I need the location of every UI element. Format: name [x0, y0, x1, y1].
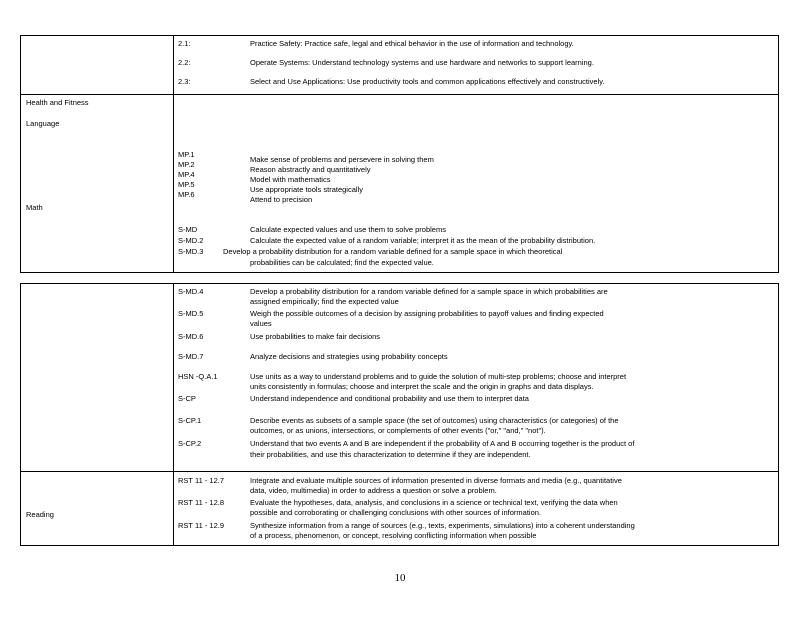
mp-text: Model with mathematics — [250, 175, 331, 184]
tech-text-2-2: Operate Systems: Understand technology systems and use hardware and networks to support learning. — [250, 58, 594, 67]
mp-code: MP.6 — [178, 190, 195, 199]
mp-code: MP.2 — [178, 160, 195, 169]
rst-text-cont: of a process, phenomenon, or concept, resolving conflicting information when possible — [250, 531, 537, 540]
std-code: S-MD.4 — [178, 287, 204, 296]
std-code: S-CP.2 — [178, 439, 202, 448]
std-text-cont: assigned empirically; find the expected value — [250, 297, 399, 306]
std-text-cont: their probabilities, and use this characterization to determine if they are independent. — [250, 450, 531, 459]
rst-text: Evaluate the hypotheses, data, analysis, and conclusions in a science or technical text, verifying the data when — [250, 498, 618, 507]
rst-code: RST 11 - 12.7 — [178, 476, 224, 485]
rst-text-cont: possible and corroborating or challenging conclusions with other sources of information. — [250, 508, 541, 517]
row-divider — [21, 471, 778, 472]
tech-code-2-1: 2.1: — [178, 39, 191, 48]
std-text: Describe events as subsets of a sample space (the set of outcomes) using characteristics (or categories) of the — [250, 416, 619, 425]
std-code: S-MD.5 — [178, 309, 204, 318]
rst-text: Synthesize information from a range of sources (e.g., texts, experiments, simulations) into a coherent understanding — [250, 521, 635, 530]
smd-text: Calculate expected values and use them to solve problems — [250, 225, 446, 234]
mp-text: Reason abstractly and quantitatively — [250, 165, 371, 174]
rst-text: Integrate and evaluate multiple sources of information presented in diverse formats and media (e.g., quantitative — [250, 476, 622, 485]
std-text: Use units as a way to understand problems and to guide the solution of multi-step problems; choose and interpret — [250, 372, 627, 381]
mp-text: Use appropriate tools strategically — [250, 185, 363, 194]
standards-table-2 — [20, 283, 779, 546]
std-text-cont: units consistently in formulas; choose and interpret the scale and the origin in graphs and data displays. — [250, 382, 594, 391]
std-code: S-MD.7 — [178, 352, 204, 361]
rst-text-cont: data, video, multimedia) in order to address a question or solve a problem. — [250, 486, 497, 495]
std-text-cont: values — [250, 319, 272, 328]
column-divider — [173, 36, 174, 272]
std-text: Weigh the possible outcomes of a decision by assigning probabilities to payoff values and finding expected — [250, 309, 604, 318]
mp-text: Make sense of problems and persevere in solving them — [250, 155, 434, 164]
std-text: Analyze decisions and strategies using probability concepts — [250, 352, 448, 361]
subject-language: Language — [26, 119, 60, 128]
row-divider — [21, 94, 778, 95]
tech-text-2-3: Select and Use Applications: Use productivity tools and common applications effectively and constructively. — [250, 77, 605, 86]
std-text: Understand that two events A and B are independent if the probability of A and B occurring together is the product of — [250, 439, 635, 448]
std-code: S-CP — [178, 394, 196, 403]
mp-text: Attend to precision — [250, 195, 313, 204]
tech-code-2-2: 2.2: — [178, 58, 191, 67]
std-text: Understand independence and conditional probability and use them to interpret data — [250, 394, 529, 403]
subject-health: Health and Fitness — [26, 98, 89, 107]
page-number: 10 — [394, 572, 406, 584]
smd-text-cont: probabilities can be calculated; find the expected value. — [250, 258, 434, 267]
std-text: Use probabilities to make fair decisions — [250, 332, 381, 341]
tech-code-2-3: 2.3: — [178, 77, 191, 86]
mp-code: MP.5 — [178, 180, 195, 189]
subject-reading: Reading — [26, 510, 54, 519]
smd-text: Calculate the expected value of a random variable; interpret it as the mean of the probability distribution. — [250, 236, 596, 245]
smd-text: Develop a probability distribution for a random variable defined for a sample space in which theoretical — [223, 247, 563, 256]
mp-code: MP.4 — [178, 170, 195, 179]
std-code: S-CP.1 — [178, 416, 202, 425]
column-divider — [173, 284, 174, 545]
subject-math: Math — [26, 203, 43, 212]
smd-code: S-MD.3 — [178, 247, 204, 256]
tech-text-2-1: Practice Safety: Practice safe, legal and ethical behavior in the use of information and technology. — [250, 39, 574, 48]
rst-code: RST 11 - 12.8 — [178, 498, 224, 507]
smd-code: S-MD — [178, 225, 198, 234]
std-code: S-MD.6 — [178, 332, 204, 341]
std-code: HSN -Q.A.1 — [178, 372, 218, 381]
std-text-cont: outcomes, or as unions, intersections, or complements of other events ("or," "and," "not"). — [250, 426, 546, 435]
std-text: Develop a probability distribution for a random variable defined for a sample space in which probabilities are — [250, 287, 608, 296]
smd-code: S-MD.2 — [178, 236, 204, 245]
mp-code: MP.1 — [178, 150, 195, 159]
rst-code: RST 11 - 12.9 — [178, 521, 224, 530]
standards-table-1 — [20, 35, 779, 273]
